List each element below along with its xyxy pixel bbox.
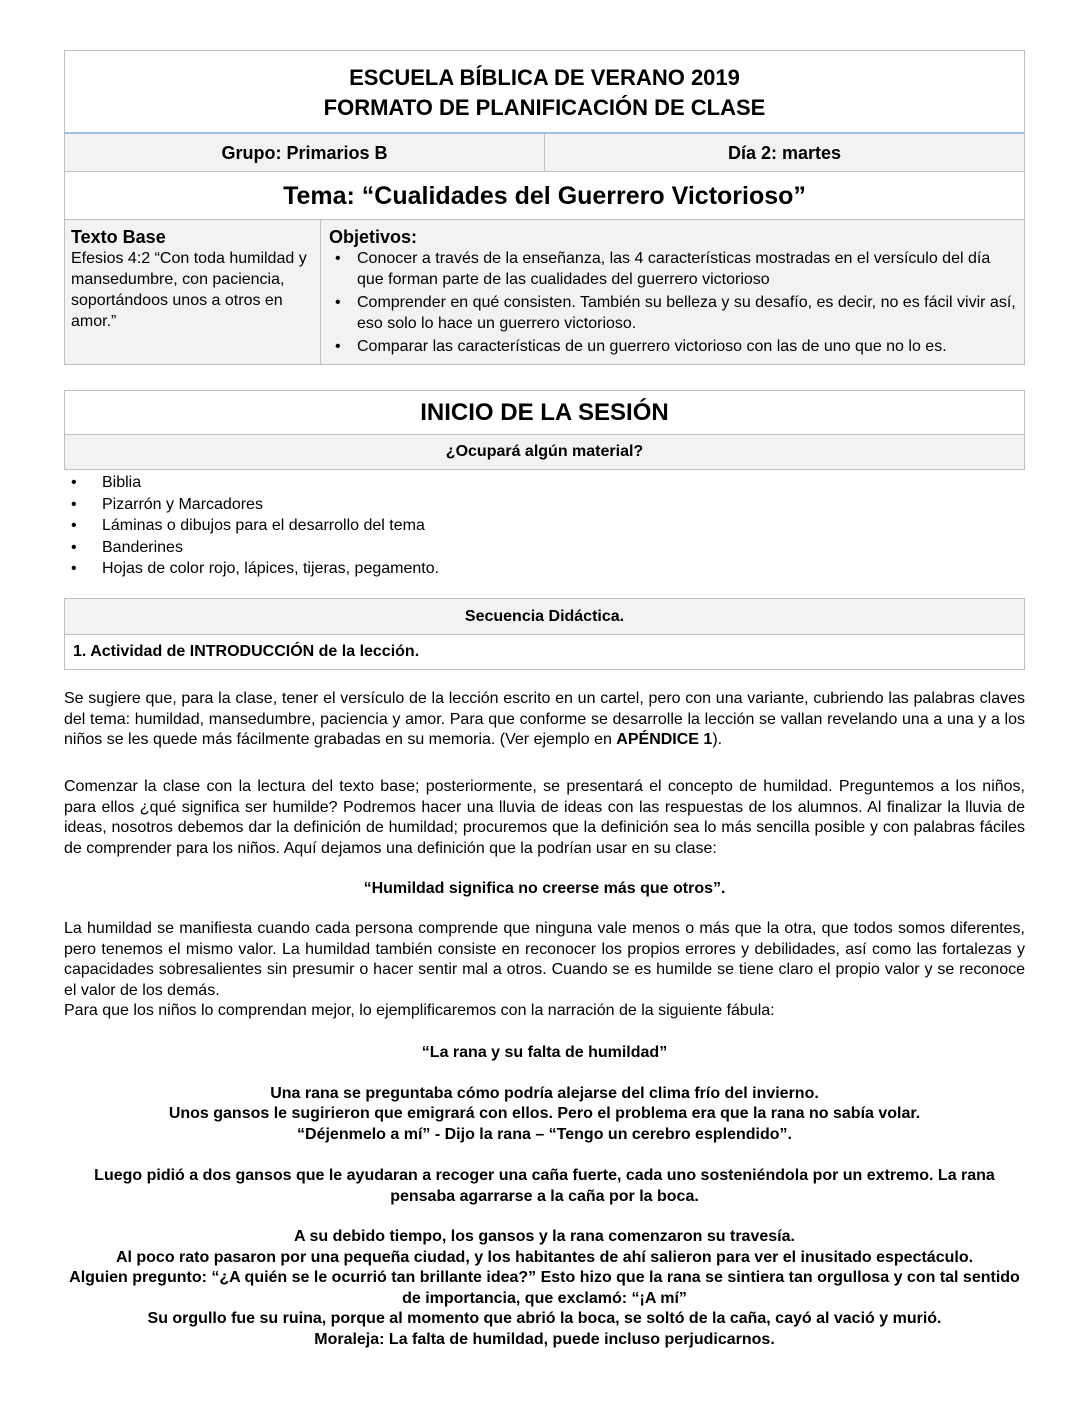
paragraph-1 bbox=[64, 689, 1025, 751]
fable-line: Al poco rato pasaron por una pequeña ciudad, y los habitantes de ahí salieron para ver el inusitado espectáculo. bbox=[115, 1249, 974, 1266]
fable-line: “Déjenmelo a mí” - Dijo la rana – “Tengo un cerebro esplendido”. bbox=[297, 1126, 792, 1143]
base-text-verse: Efesios 4:2 “Con toda humildad y mansedumbre, con paciencia, soportándoos unos a otros en amor.” bbox=[71, 250, 307, 330]
planning-header-table bbox=[64, 50, 1025, 365]
paragraph-1-text: Se sugiere que, para la clase, tener el versículo de la lección escrito en un cartel, pero con una variante, cubriendo las palabras claves del tema: humildad, mansedumbre, paciencia y amor. Para que conforme se desarrolle la lección se vallan revelando una a una y a los niños se les quede más fácilmente grabadas en su memoria. (Ver ejemplo en bbox=[64, 690, 1025, 748]
objectives-cell bbox=[321, 220, 1024, 364]
info-row bbox=[65, 220, 1024, 364]
title-line-2: FORMATO DE PLANIFICACIÓN DE CLASE bbox=[323, 95, 766, 120]
material-item: • Láminas o dibujos para el desarrollo del tema bbox=[64, 515, 1025, 537]
base-text-label: Texto Base bbox=[71, 227, 166, 247]
humility-definition: “Humildad significa no creerse más que otros”. bbox=[363, 880, 726, 897]
group-cell: Grupo: Primarios B bbox=[221, 143, 388, 163]
material-question: ¿Ocupará algún material? bbox=[65, 435, 1024, 469]
appendix-ref: APÉNDICE 1 bbox=[616, 731, 713, 748]
material-item: • Banderines bbox=[64, 537, 1025, 559]
materials-list bbox=[64, 472, 1025, 580]
material-item: • Hojas de color rojo, lápices, tijeras, pegamento. bbox=[64, 558, 1025, 580]
intro-activity-heading: 1. Actividad de INTRODUCCIÓN de la lección. bbox=[73, 643, 420, 660]
fable-title: “La rana y su falta de humildad” bbox=[421, 1044, 668, 1061]
fable-line: A su debido tiempo, los gansos y la rana comenzaron su travesía. bbox=[294, 1228, 795, 1245]
objective-item: • Comprender en qué consisten. También su belleza y su desafío, es decir, no es fácil vivir así, eso solo lo hace un guerrero victorioso. bbox=[329, 292, 1016, 334]
fable-moral: Moraleja: La falta de humildad, puede incluso perjudicarnos. bbox=[314, 1331, 775, 1348]
session-start-box bbox=[64, 390, 1025, 470]
objectives-label: Objetivos: bbox=[329, 227, 418, 247]
didactic-sequence-title: Secuencia Didáctica. bbox=[65, 599, 1024, 635]
objectives-list bbox=[329, 248, 1016, 357]
paragraph-1-end: ). bbox=[712, 731, 723, 748]
theme-title: Tema: “Cualidades del Guerrero Victorioso” bbox=[65, 172, 1024, 220]
fable-line: Una rana se preguntaba cómo podría alejarse del clima frío del invierno. bbox=[270, 1085, 819, 1102]
material-item: • Biblia bbox=[64, 472, 1025, 494]
base-text-cell bbox=[65, 220, 321, 364]
objective-item: • Conocer a través de la enseñanza, las 4 características mostradas en el versículo del día que forman parte de las cualidades del guerrero victorioso bbox=[329, 248, 1016, 290]
fable-line: Luego pidió a dos gansos que le ayudaran a recoger una caña fuerte, cada uno sosteniéndola por un extremo. La rana pensaba agarrarse a la caña por la boca. bbox=[94, 1167, 995, 1205]
fable-line: Unos gansos le sugirieron que emigrará con ellos. Pero el problema era que la rana no sabía volar. bbox=[168, 1105, 921, 1122]
paragraph-2: Comenzar la clase con la lectura del texto base; posteriormente, se presentará el concepto de humildad. Preguntemos a los niños, para ellos ¿qué significa ser humilde? Podremos hacer una lluvia de ideas con las respuestas de los alumnos. Al finalizar la lluvia de ideas, nosotros debemos dar la definición de humildad; procuremos que la definición sea lo más sencilla posible y con palabras fáciles de comprender para los niños. Aquí dejamos una definición que la podrían usar en su clase: bbox=[64, 778, 1025, 857]
session-start-title: INICIO DE LA SESIÓN bbox=[65, 391, 1024, 435]
title-line-1: ESCUELA BÍBLICA DE VERANO 2019 bbox=[349, 65, 740, 90]
group-day-row bbox=[65, 134, 1024, 172]
fable-line: Su orgullo fue su ruina, porque al momento que abrió la boca, se soltó de la caña, cayó al vació y murió. bbox=[147, 1310, 942, 1327]
objective-item: • Comparar las características de un guerrero victorioso con las de uno que no lo es. bbox=[329, 336, 1016, 357]
paragraph-3: La humildad se manifiesta cuando cada persona comprende que ninguna vale menos o más que la otra, que todos somos diferentes, pero tenemos el mismo valor. La humildad también consiste en reconocer los propios errores y debilidades, así como las fortalezas y capacidades sobresalientes sin presumir o hacer sentir mal a otros. Cuando se es humilde se tiene claro el propio valor y se reconoce el valor de los demás. bbox=[64, 920, 1025, 999]
fable-line: Alguien pregunto: “¿A quién se le ocurrió tan brillante idea?” Esto hizo que la rana se sintiera tan orgullosa y con tal sentido de importancia, que exclamó: “¡A mí” bbox=[69, 1269, 1020, 1307]
material-item: • Pizarrón y Marcadores bbox=[64, 494, 1025, 516]
paragraph-4: Para que los niños lo comprendan mejor, lo ejemplificaremos con la narración de la siguiente fábula: bbox=[64, 1002, 775, 1019]
didactic-sequence-box bbox=[64, 598, 1025, 670]
day-cell: Día 2: martes bbox=[544, 134, 1024, 171]
document-title bbox=[65, 51, 1024, 134]
